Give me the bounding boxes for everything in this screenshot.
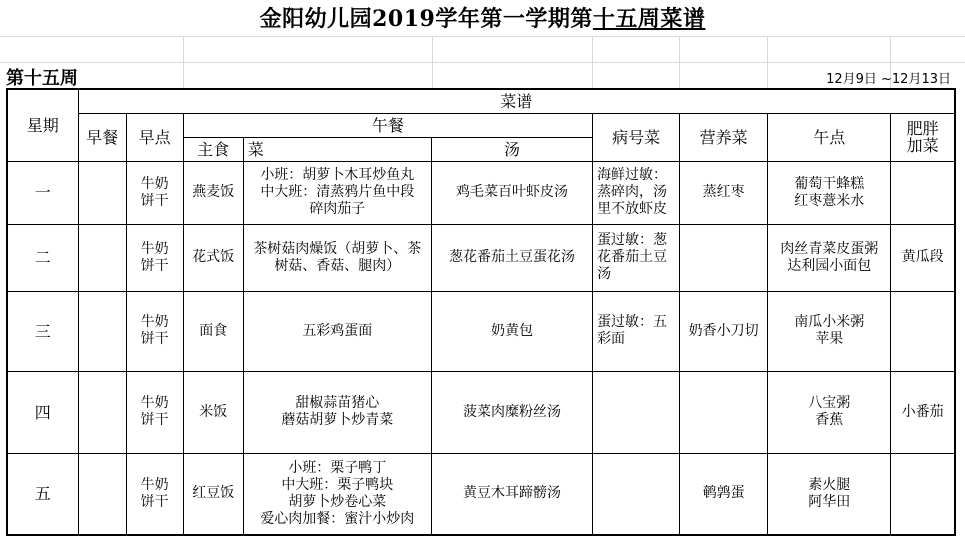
- header-special: 病号菜: [593, 113, 680, 161]
- nutrition-cell: 蒸红枣: [680, 161, 768, 224]
- dish-cell: 小班：胡萝卜木耳炒鱼丸 中大班：清蒸鸦片鱼中段 碎肉茄子: [243, 161, 431, 224]
- afternoon-cell: 八宝粥 香蕉: [768, 371, 891, 453]
- header-row-2: [7, 113, 955, 137]
- breakfast-cell: [78, 224, 126, 291]
- dish-cell: 小班：栗子鸭丁 中大班：栗子鸭块 胡萝卜炒卷心菜 爱心肉加餐：蜜汁小炒肉: [243, 453, 431, 535]
- day-cell: 二: [7, 224, 78, 291]
- staple-cell: 花式饭: [183, 224, 243, 291]
- header-menu: 菜谱: [78, 89, 955, 113]
- breakfast-cell: [78, 453, 126, 535]
- obese-cell: [891, 291, 955, 371]
- table-row: [7, 371, 955, 453]
- header-soup: 汤: [431, 137, 592, 161]
- soup-cell: 葱花番茄土豆蛋花汤: [431, 224, 592, 291]
- table-row: [7, 224, 955, 291]
- day-cell: 五: [7, 453, 78, 535]
- dish-cell: 甜椒蒜苗猪心 蘑菇胡萝卜炒青菜: [243, 371, 431, 453]
- obese-cell: [891, 161, 955, 224]
- soup-cell: 菠菜肉糜粉丝汤: [431, 371, 592, 453]
- special-cell: 海鲜过敏：蒸碎肉，汤里不放虾皮: [593, 161, 680, 224]
- breakfast-cell: [78, 291, 126, 371]
- obese-cell: [891, 453, 955, 535]
- soup-cell: 奶黄包: [431, 291, 592, 371]
- week-label: 第十五周: [6, 68, 78, 89]
- special-cell: [593, 453, 680, 535]
- afternoon-cell: 素火腿 阿华田: [768, 453, 891, 535]
- breakfast-cell: [78, 371, 126, 453]
- nutrition-cell: [680, 371, 768, 453]
- nutrition-cell: [680, 224, 768, 291]
- date-range: 12月9日 ~12月13日: [826, 72, 951, 87]
- table-row: [7, 161, 955, 224]
- page-title: [0, 2, 965, 36]
- header-breakfast: 早餐: [78, 113, 126, 161]
- header-row-1: [7, 89, 955, 113]
- dish-cell: 五彩鸡蛋面: [243, 291, 431, 371]
- special-cell: 蛋过敏：五彩面: [593, 291, 680, 371]
- afternoon-cell: 肉丝青菜皮蛋粥 达利园小面包: [768, 224, 891, 291]
- obese-cell: 黄瓜段: [891, 224, 955, 291]
- nutrition-cell: 奶香小刀切: [680, 291, 768, 371]
- snack-cell: 牛奶 饼干: [126, 291, 183, 371]
- snack-cell: 牛奶 饼干: [126, 224, 183, 291]
- afternoon-cell: 南瓜小米粥 苹果: [768, 291, 891, 371]
- snack-cell: 牛奶 饼干: [126, 453, 183, 535]
- soup-cell: 鸡毛菜百叶虾皮汤: [431, 161, 592, 224]
- menu-table: [6, 88, 956, 536]
- header-dish: 菜: [243, 137, 431, 161]
- nutrition-cell: 鹌鹑蛋: [680, 453, 768, 535]
- header-weekday: 星期: [7, 89, 78, 161]
- staple-cell: 米饭: [183, 371, 243, 453]
- snack-cell: 牛奶 饼干: [126, 161, 183, 224]
- table-row: [7, 453, 955, 535]
- header-morning-snack: 早点: [126, 113, 183, 161]
- breakfast-cell: [78, 161, 126, 224]
- snack-cell: 牛奶 饼干: [126, 371, 183, 453]
- special-cell: [593, 371, 680, 453]
- header-nutrition: 营养菜: [680, 113, 768, 161]
- header-staple: 主食: [183, 137, 243, 161]
- table-row: [7, 291, 955, 371]
- obese-cell: 小番茄: [891, 371, 955, 453]
- staple-cell: 面食: [183, 291, 243, 371]
- header-obese: 肥胖 加菜: [891, 113, 955, 161]
- afternoon-cell: 葡萄干蜂糕 红枣薏米水: [768, 161, 891, 224]
- day-cell: 一: [7, 161, 78, 224]
- staple-cell: 燕麦饭: [183, 161, 243, 224]
- header-afternoon-snack: 午点: [768, 113, 891, 161]
- title-prefix: 金阳幼儿园2019学年第一学期第: [259, 6, 593, 32]
- staple-cell: 红豆饭: [183, 453, 243, 535]
- dish-cell: 茶树菇肉燥饭（胡萝卜、茶树菇、香菇、腿肉）: [243, 224, 431, 291]
- special-cell: 蛋过敏：葱花番茄土豆汤: [593, 224, 680, 291]
- day-cell: 四: [7, 371, 78, 453]
- day-cell: 三: [7, 291, 78, 371]
- header-lunch: 午餐: [183, 113, 592, 137]
- title-week: 十五周菜谱: [592, 6, 706, 32]
- soup-cell: 黄豆木耳蹄髈汤: [431, 453, 592, 535]
